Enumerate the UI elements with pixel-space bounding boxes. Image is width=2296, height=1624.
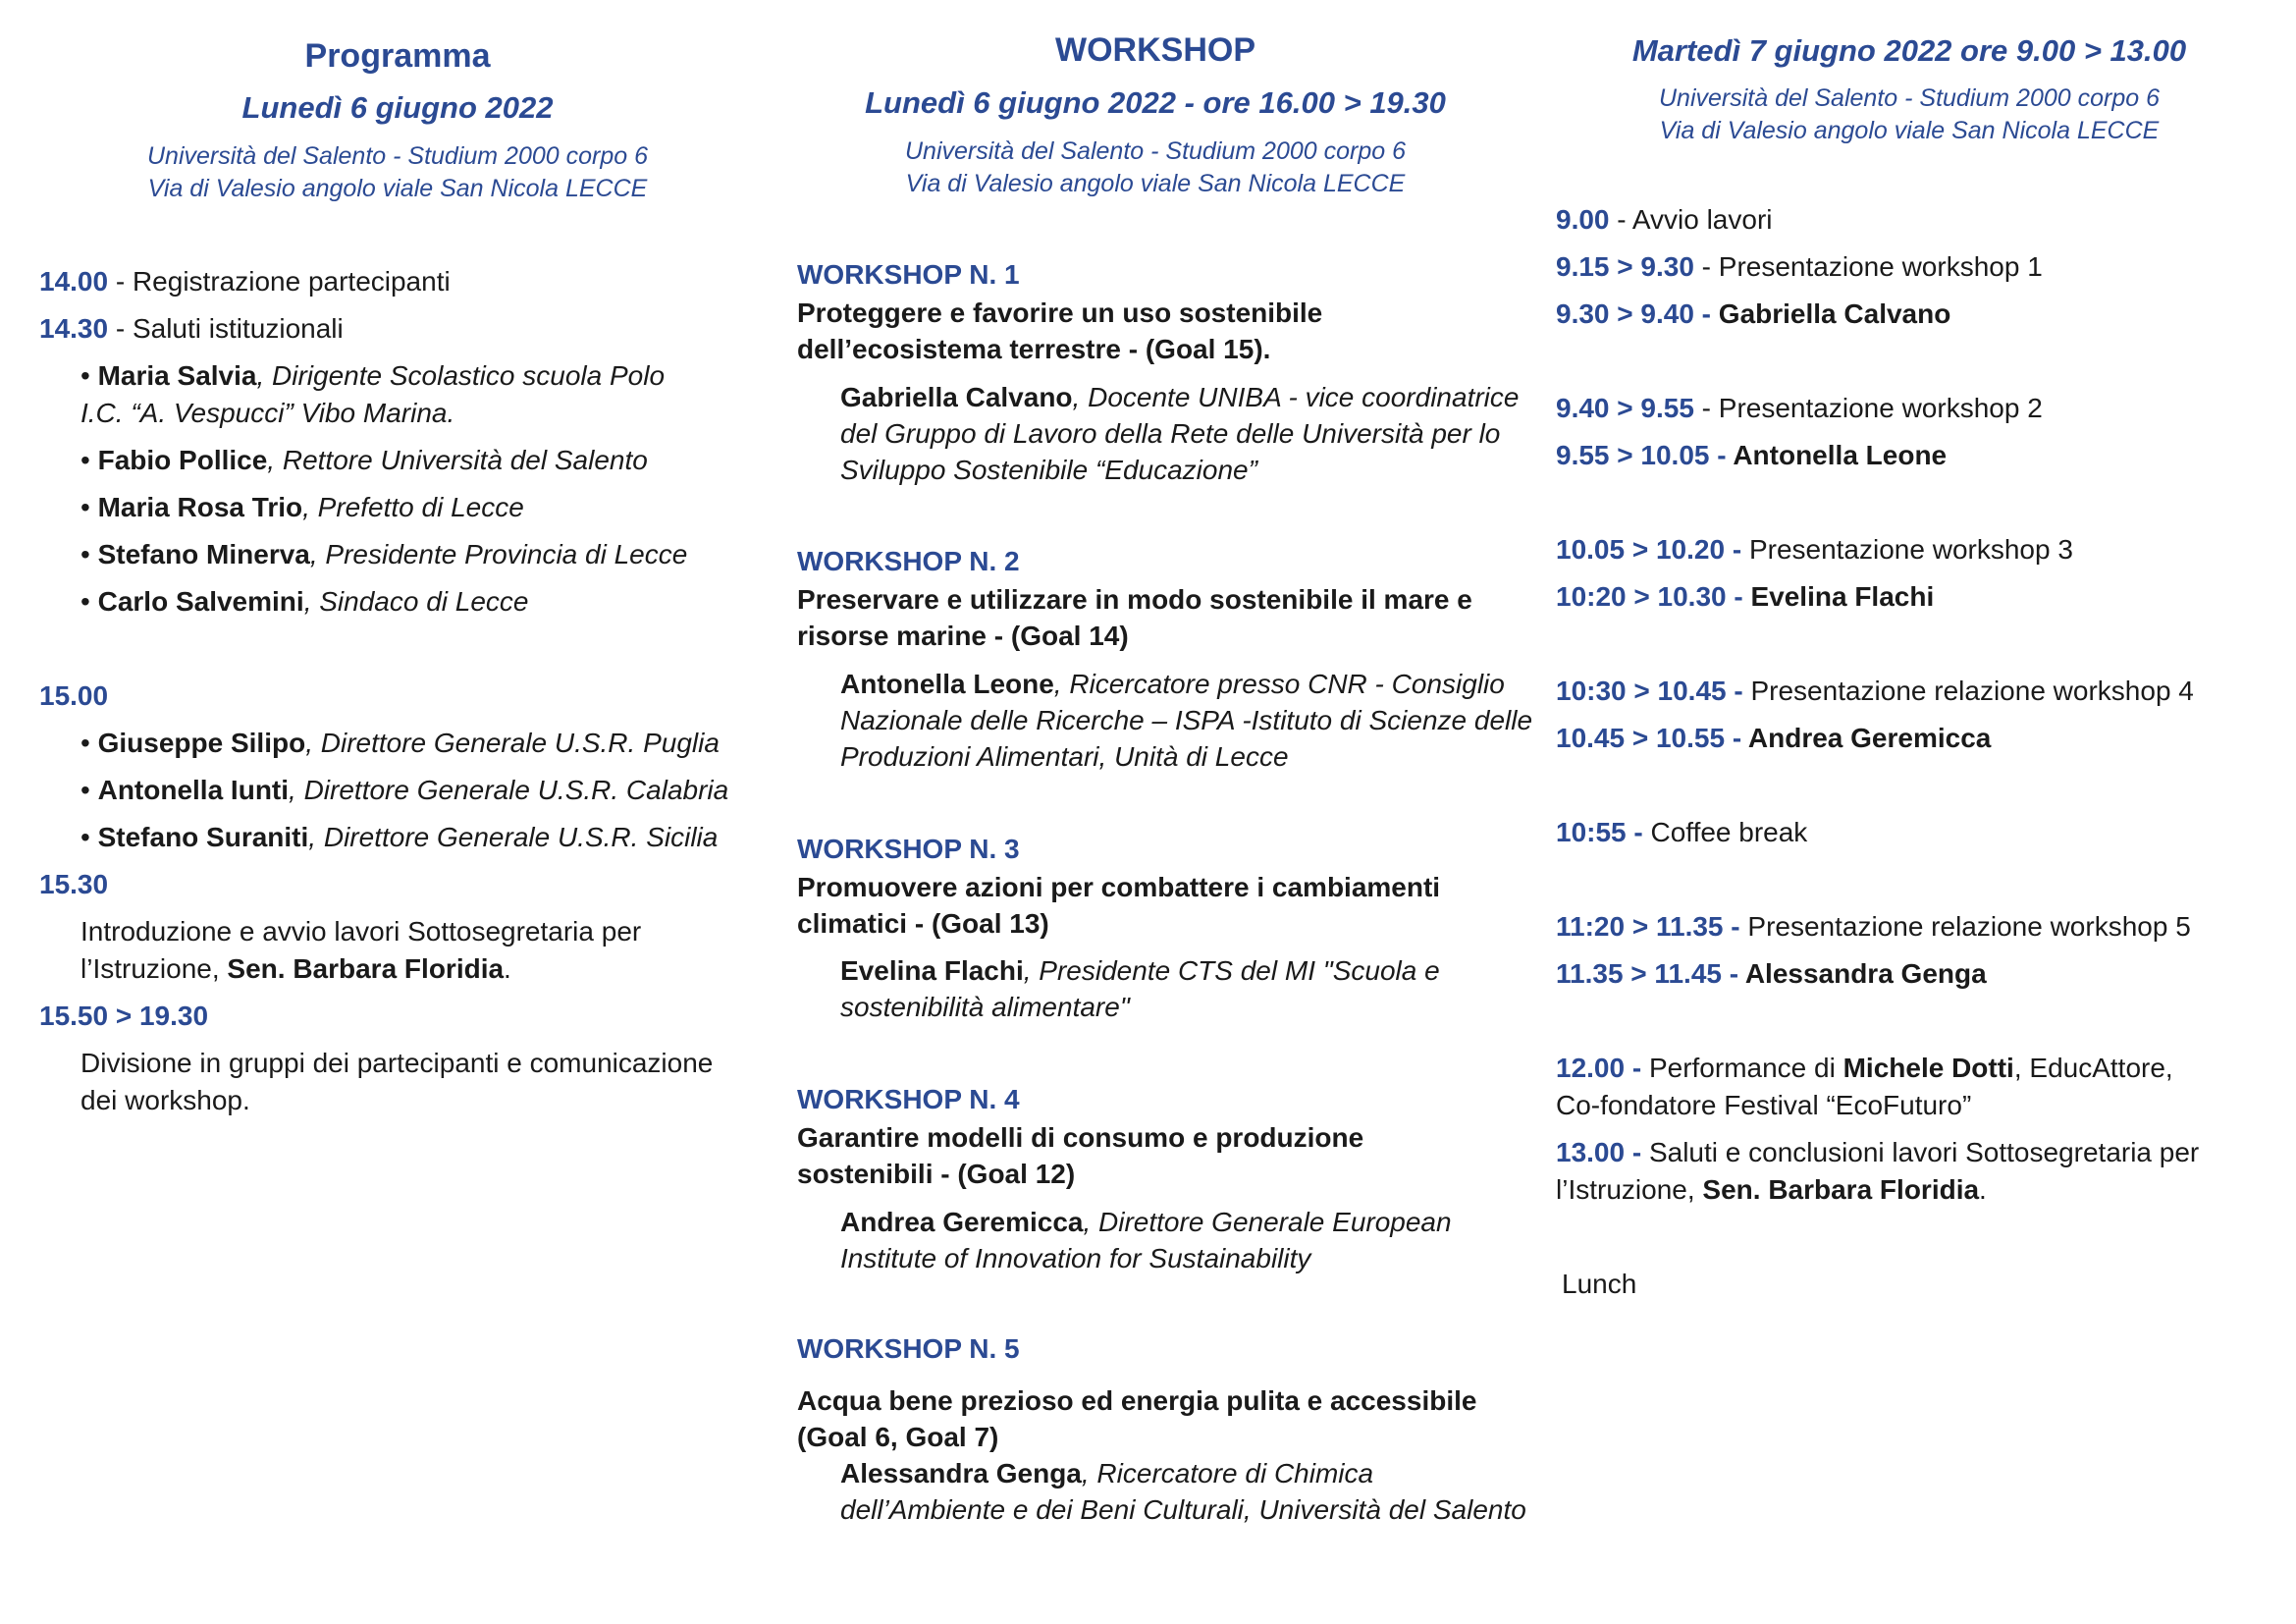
speaker-role: , Direttore Generale U.S.R. Puglia — [305, 728, 720, 758]
agenda-item — [39, 263, 451, 300]
agenda-item — [1556, 248, 2043, 286]
agenda-text-continued: Co-fondatore Festival “EcoFuturo” — [1556, 1090, 1972, 1120]
agenda-item — [1556, 673, 2194, 710]
time-label: 14.00 — [39, 266, 109, 297]
time-label: 15.00 — [39, 680, 109, 711]
workshop-4-heading: WORKSHOP N. 4 — [797, 1084, 1020, 1114]
speaker-name: Evelina Flachi — [1750, 581, 1935, 612]
workshop-2-heading: WORKSHOP N. 2 — [797, 546, 1020, 576]
agenda-text: , EducAttore, — [2013, 1053, 2173, 1083]
agenda-item — [1556, 908, 2191, 946]
time-label: 15.30 — [39, 869, 109, 899]
workshop-5-heading: WORKSHOP N. 5 — [797, 1333, 1020, 1364]
time-label: 10.45 > 10.55 - — [1556, 723, 1748, 753]
agenda-text: Coffee break — [1650, 817, 1808, 847]
programma-date: Lunedì 6 giugno 2022 — [241, 90, 554, 125]
agenda-item — [1556, 1134, 2199, 1171]
speaker-name: Sen. Barbara Floridia — [1702, 1174, 1980, 1205]
agenda-item — [1556, 390, 2043, 427]
workshop-4-title-line1: Garantire modelli di consumo e produzione — [797, 1122, 1364, 1153]
time-label: 15.50 > 19.30 — [39, 1001, 209, 1031]
time-label: 10:20 > 10.30 - — [1556, 581, 1751, 612]
time-label: 9.00 — [1556, 204, 1610, 235]
bullet: • — [80, 586, 98, 617]
intro-text-line2 — [80, 950, 511, 988]
speaker-role-continued: dell’Ambiente e dei Beni Culturali, Università del Salento — [840, 1494, 1526, 1525]
time-label: 12.00 - — [1556, 1053, 1649, 1083]
division-text-line2: dei workshop. — [80, 1085, 250, 1115]
speaker-item — [80, 442, 648, 479]
workshop-1-title-line1: Proteggere e favorire un uso sostenibile — [797, 298, 1323, 328]
speaker-role: , Dirigente Scolastico scuola Polo — [256, 360, 666, 391]
programma-venue-line2: Via di Valesio angolo viale San Nicola LECCE — [147, 175, 648, 202]
martedi-venue-line2: Via di Valesio angolo viale San Nicola LECCE — [1659, 117, 2160, 144]
speaker-item — [80, 489, 524, 526]
division-text-line1: Divisione in gruppi dei partecipanti e comunicazione — [80, 1048, 714, 1078]
agenda-item-continued — [1556, 1171, 1987, 1209]
speaker-name: Andrea Geremicca — [840, 1207, 1084, 1237]
speaker-name: Carlo Salvemini — [97, 586, 304, 617]
speaker-name: Evelina Flachi — [840, 955, 1024, 986]
agenda-item — [1556, 578, 1934, 616]
workshop-title: WORKSHOP — [1055, 31, 1255, 69]
speaker-item — [80, 357, 665, 395]
martedi-venue-line1: Università del Salento - Studium 2000 corpo 6 — [1658, 84, 2160, 112]
speaker-item — [80, 819, 718, 856]
time-label: 9.55 > 10.05 - — [1556, 440, 1734, 470]
workshop-3-speaker — [840, 952, 1440, 989]
time-label: 9.15 > 9.30 — [1556, 251, 1694, 282]
workshop-3-heading: WORKSHOP N. 3 — [797, 834, 1020, 864]
agenda-item — [1556, 814, 1807, 851]
workshop-5-title-line2: (Goal 6, Goal 7) — [797, 1422, 999, 1452]
speaker-role: , Prefetto di Lecce — [302, 492, 524, 522]
time-label: 13.00 - — [1556, 1137, 1649, 1167]
time-label: 14.30 — [39, 313, 109, 344]
programma-venue-line1: Università del Salento - Studium 2000 corpo 6 — [146, 142, 648, 170]
programma-title: Programma — [304, 37, 491, 75]
speaker-role-continued: Produzioni Alimentari, Unità di Lecce — [840, 741, 1289, 772]
agenda-text: - Presentazione workshop 2 — [1693, 393, 2043, 423]
speaker-role: , Direttore Generale U.S.R. Calabria — [289, 775, 729, 805]
speaker-role: , Rettore Università del Salento — [267, 445, 648, 475]
intro-text-line1: Introduzione e avvio lavori Sottosegretaria per — [80, 916, 642, 947]
bullet: • — [80, 728, 98, 758]
speaker-name: Antonella Leone — [840, 669, 1054, 699]
workshop-venue-line2: Via di Valesio angolo viale San Nicola LECCE — [905, 170, 1406, 197]
agenda-text: Presentazione relazione workshop 5 — [1747, 911, 2191, 942]
agenda-item — [1556, 531, 2073, 568]
agenda-text: Presentazione workshop 3 — [1748, 534, 2073, 565]
agenda-text: - Avvio lavori — [1609, 204, 1773, 235]
agenda-text: l’Istruzione, — [1556, 1174, 1703, 1205]
speaker-role-continued: Institute of Innovation for Sustainability — [840, 1243, 1311, 1273]
agenda-item — [1556, 720, 1991, 757]
speaker-name: Stefano Suraniti — [97, 822, 309, 852]
workshop-1-heading: WORKSHOP N. 1 — [797, 259, 1020, 290]
time-label: 9.40 > 9.55 — [1556, 393, 1694, 423]
agenda-text: - Saluti istituzionali — [108, 313, 344, 344]
speaker-role-continued: Sviluppo Sostenibile “Educazione” — [840, 455, 1257, 485]
speaker-name: Andrea Geremicca — [1747, 723, 1992, 753]
speaker-role: , Sindaco di Lecce — [303, 586, 529, 617]
time-separator: - — [1693, 298, 1719, 329]
agenda-text: Performance di — [1648, 1053, 1843, 1083]
speaker-name: Michele Dotti — [1842, 1053, 2014, 1083]
workshop-2-speaker — [840, 666, 1505, 702]
agenda-item — [1556, 437, 1947, 474]
workshop-2-title-line1: Preservare e utilizzare in modo sostenibile il mare e — [797, 584, 1472, 615]
agenda-end: . — [1979, 1174, 1987, 1205]
bullet: • — [80, 775, 98, 805]
speaker-role: , Ricercatore di Chimica — [1081, 1458, 1374, 1489]
intro-text: l’Istruzione, — [80, 953, 228, 984]
speaker-role-continued: Nazionale delle Ricerche – ISPA -Istituto di Scienze delle — [840, 705, 1533, 735]
workshop-5-speaker — [840, 1455, 1373, 1491]
workshop-3-title-line1: Promuovere azioni per combattere i cambiamenti — [797, 872, 1441, 902]
speaker-name: Gabriella Calvano — [1718, 298, 1951, 329]
speaker-role-continued: I.C. “A. Vespucci” Vibo Marina. — [80, 398, 455, 428]
bullet: • — [80, 539, 98, 569]
workshop-4-title-line2: sostenibili - (Goal 12) — [797, 1159, 1076, 1189]
bullet: • — [80, 492, 98, 522]
speaker-role: , Docente UNIBA - vice coordinatrice — [1072, 382, 1520, 412]
agenda-text: Saluti e conclusioni lavori Sottosegretaria per — [1648, 1137, 2200, 1167]
speaker-item — [80, 725, 720, 762]
speaker-role: , Direttore Generale European — [1083, 1207, 1452, 1237]
speaker-item — [80, 583, 529, 621]
time-label: 11:20 > 11.35 - — [1556, 911, 1748, 942]
speaker-name: Fabio Pollice — [97, 445, 268, 475]
agenda-text: - Registrazione partecipanti — [108, 266, 451, 297]
agenda-item — [1556, 955, 1987, 993]
intro-end: . — [504, 953, 511, 984]
speaker-name: Giuseppe Silipo — [97, 728, 306, 758]
workshop-date: Lunedì 6 giugno 2022 - ore 16.00 > 19.30 — [865, 85, 1446, 120]
agenda-text: Presentazione relazione workshop 4 — [1750, 676, 2194, 706]
martedi-date: Martedì 7 giugno 2022 ore 9.00 > 13.00 — [1631, 33, 2187, 68]
speaker-name: Antonella Leone — [1733, 440, 1948, 470]
bullet: • — [80, 360, 98, 391]
speaker-name: Maria Rosa Trio — [97, 492, 303, 522]
speaker-role: , Presidente CTS del MI "Scuola e — [1023, 955, 1440, 986]
workshop-1-title-line2: dell’ecosistema terrestre - (Goal 15). — [797, 334, 1271, 364]
agenda-text: - Presentazione workshop 1 — [1693, 251, 2043, 282]
workshop-4-speaker — [840, 1204, 1452, 1240]
agenda-item — [1556, 201, 1773, 239]
speaker-role-continued: sostenibilità alimentare" — [840, 992, 1130, 1022]
workshop-venue-line1: Università del Salento - Studium 2000 corpo 6 — [904, 137, 1406, 165]
speaker-name: Maria Salvia — [97, 360, 257, 391]
time-label: 10:30 > 10.45 - — [1556, 676, 1751, 706]
time-label: 10:55 - — [1556, 817, 1651, 847]
agenda-item — [39, 310, 344, 348]
bullet: • — [80, 822, 98, 852]
speaker-role-continued: del Gruppo di Lavoro della Rete delle Università per lo — [840, 418, 1501, 449]
agenda-item — [1556, 296, 1950, 333]
speaker-name: Antonella Iunti — [97, 775, 290, 805]
time-label: 9.30 > 9.40 — [1556, 298, 1694, 329]
speaker-item — [80, 772, 728, 809]
time-label: 11.35 > 11.45 - — [1556, 958, 1745, 989]
speaker-name: Gabriella Calvano — [840, 382, 1073, 412]
workshop-1-speaker — [840, 379, 1519, 415]
workshop-5-title-line1: Acqua bene prezioso ed energia pulita e accessibile — [797, 1385, 1477, 1416]
speaker-name: Stefano Minerva — [97, 539, 310, 569]
speaker-name: Alessandra Genga — [1744, 958, 1987, 989]
speaker-name: Alessandra Genga — [840, 1458, 1082, 1489]
time-label: 10.05 > 10.20 - — [1556, 534, 1749, 565]
speaker-item — [80, 536, 687, 573]
lunch-label: Lunch — [1562, 1269, 1637, 1299]
workshop-2-title-line2: risorse marine - (Goal 14) — [797, 621, 1129, 651]
workshop-3-title-line2: climatici - (Goal 13) — [797, 908, 1049, 939]
speaker-role: , Ricercatore presso CNR - Consiglio — [1053, 669, 1505, 699]
speaker-role: , Presidente Provincia di Lecce — [309, 539, 688, 569]
speaker-role: , Direttore Generale U.S.R. Sicilia — [308, 822, 719, 852]
speaker-name: Sen. Barbara Floridia — [227, 953, 505, 984]
bullet: • — [80, 445, 98, 475]
agenda-item — [1556, 1050, 2173, 1087]
